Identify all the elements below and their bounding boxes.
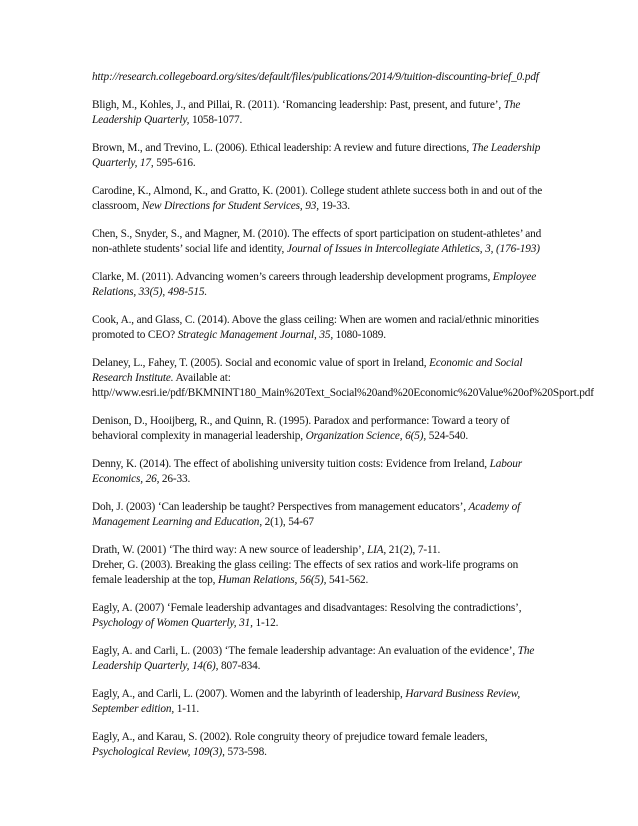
reference-entry: [92, 644, 548, 674]
reference-entry: [92, 601, 548, 631]
reference-text: Chen, S., Snyder, S., and Magner, M. (2010). The effects of sport participation on student-athletes’ and non-athlete students’ social life and identity,: [92, 227, 542, 255]
reference-text: 524-540.: [426, 430, 468, 443]
reference-text: 1-11.: [174, 703, 200, 716]
reference-text: Eagly, A., and Karau, S. (2002). Role congruity theory of prejudice toward female leaders,: [92, 731, 488, 744]
reference-text: Dreher, G. (2003). Breaking the glass ceiling: The effects of sex ratios and work-life programs on female leadership at the top,: [92, 559, 519, 587]
reference-text: Available at: http//www.esri.ie/pdf/BKMNINT180_Main%20Text_Social%20and%20Economic%20Value%20of%20Sport.pdf: [92, 372, 594, 400]
reference-text: 1058-1077.: [189, 114, 243, 126]
reference-text: Cook, A., and Glass, C. (2014). Above the glass ceiling: When are women and racial/ethnic minorities promoted to CEO?: [92, 313, 539, 341]
reference-list: [92, 70, 594, 773]
reference-text: Doh, J. (2003) ‘Can leadership be taught? Perspectives from management educators’,: [92, 501, 469, 513]
reference-entry: [92, 500, 548, 530]
reference-italic-text: The Leadership Quarterly,: [92, 98, 521, 126]
reference-text: 807-834.: [218, 660, 261, 673]
reference-italic-text: Economic and Social Research Institute.: [92, 356, 523, 384]
reference-entry: [92, 730, 548, 760]
reference-entry: [92, 227, 548, 257]
reference-text: Delaney, L., Fahey, T. (2005). Social and economic value of sport in Ireland,: [92, 356, 430, 369]
reference-text: Drath, W. (2001) ‘The third way: A new source of leadership’,: [92, 544, 367, 556]
reference-text: , 2(1), 54-67: [259, 516, 314, 529]
reference-text: 595-616.: [153, 157, 196, 169]
reference-entry: [92, 313, 548, 343]
reference-italic-text: Journal of Issues in Intercollegiate Athletics, 3, (176-193): [286, 243, 540, 255]
reference-italic-text: Psychological Review, 109(3),: [92, 746, 225, 759]
reference-text: 1080-1089.: [333, 329, 386, 341]
reference-entry: [92, 356, 594, 402]
reference-entry: [92, 270, 548, 300]
reference-text: Eagly, A. (2007) ‘Female leadership advantages and disadvantages: Resolving the contradictions’,: [92, 602, 522, 615]
reference-text: Brown, M., and Trevino, L. (2006). Ethical leadership: A review and future directions,: [92, 141, 472, 154]
reference-italic-text: Harvard Business Review, September edition,: [92, 688, 520, 716]
reference-italic-text: Psychology of Women Quarterly, 31,: [92, 617, 253, 630]
reference-text: Carodine, K., Almond, K., and Gratto, K. (2001). College student athlete success both in and out of the classroom,: [92, 184, 543, 212]
reference-text: Denny, K. (2014). The effect of abolishing university tuition costs: Evidence from Ireland,: [92, 458, 490, 470]
reference-italic-text: The Leadership Quarterly, 17,: [92, 141, 541, 169]
reference-text: Clarke, M. (2011). Advancing women’s careers through leadership development programs,: [92, 270, 493, 283]
reference-italic-text: The Leadership Quarterly, 14(6),: [92, 645, 535, 673]
reference-entry: [92, 687, 548, 717]
reference-text: Eagly, A. and Carli, L. (2003) ‘The female leadership advantage: An evaluation of the evidence’,: [92, 645, 518, 658]
reference-italic-text: Employee Relations, 33(5), 498-515.: [92, 270, 537, 298]
reference-text: 26-33.: [159, 473, 191, 486]
reference-italic-text: New Directions for Student Services, 93,: [141, 200, 319, 212]
reference-entry: [92, 457, 548, 487]
reference-text: 573-598.: [224, 746, 267, 759]
reference-entry: [92, 141, 548, 171]
reference-italic-text: http://research.collegeboard.org/sites/default/files/publications/2014/9/tuition-discounting-brief_0.pdf: [92, 71, 539, 83]
reference-entry: [92, 414, 548, 444]
reference-entry: [92, 184, 548, 214]
reference-italic-text: Organization Science, 6(5),: [305, 430, 427, 443]
reference-entry: [92, 98, 548, 128]
reference-entry: [92, 543, 548, 589]
reference-text: 21(2), 7-11.: [386, 544, 441, 556]
reference-italic-text: Strategic Management Journal, 35,: [177, 329, 333, 341]
reference-text: Denison, D., Hooijberg, R., and Quinn, R. (1995). Paradox and performance: Toward a teory of behavioral complexity in managerial leadership,: [92, 415, 510, 443]
reference-italic-text: Academy of Management Learning and Education: [92, 501, 521, 529]
reference-text: 1-12.: [252, 617, 279, 630]
reference-entry: [92, 70, 548, 85]
reference-italic-text: LIA,: [366, 544, 387, 556]
reference-text: Eagly, A., and Carli, L. (2007). Women and the labyrinth of leadership,: [92, 688, 406, 701]
reference-text: 19-33.: [318, 200, 350, 212]
reference-italic-text: Labour Economics, 26,: [92, 458, 522, 486]
reference-italic-text: Human Relations, 56(5),: [218, 574, 327, 587]
reference-text: 541-562.: [326, 574, 369, 587]
reference-text: Bligh, M., Kohles, J., and Pillai, R. (2011). ‘Romancing leadership: Past, present, and future’,: [92, 98, 504, 111]
